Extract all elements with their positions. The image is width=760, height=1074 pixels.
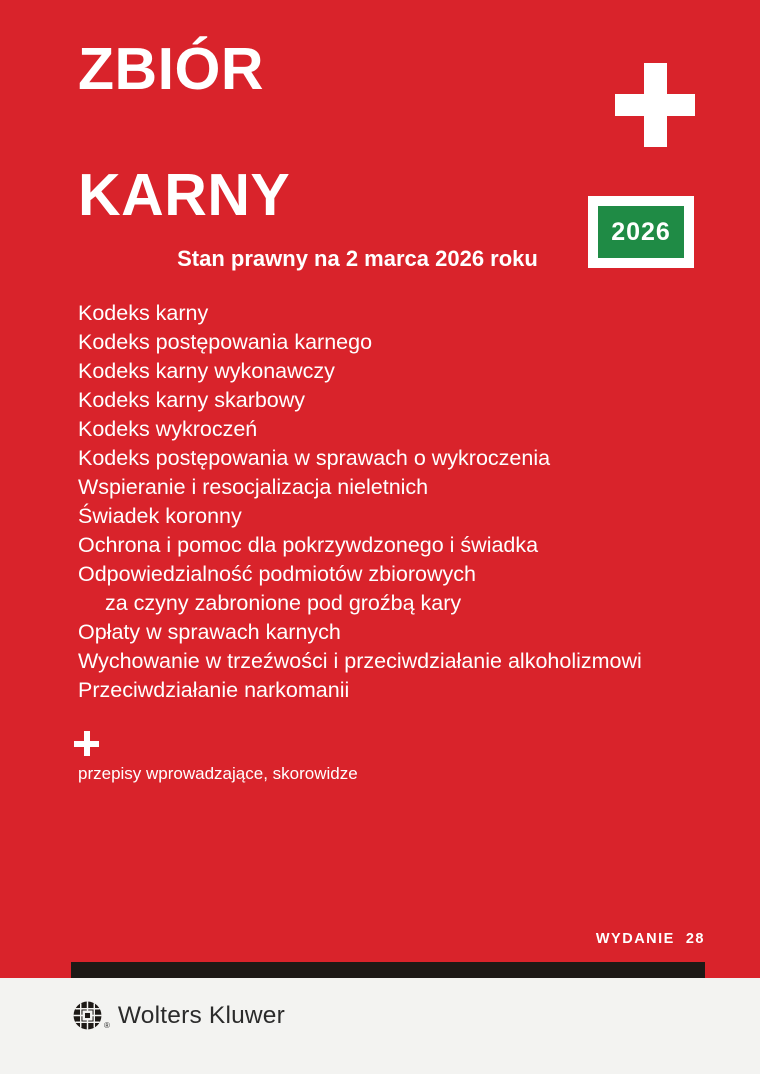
cover-title-line2: KARNY [78,162,291,228]
addendum-note: przepisy wprowadzające, skorowidze [78,764,358,783]
contents-item: Wychowanie w trzeźwości i przeciwdziałanie alkoholizmowi [78,649,642,673]
plus-small-icon [74,731,99,756]
contents-item: Przeciwdziałanie narkomanii [78,678,350,702]
contents-item: Kodeks karny wykonawczy [78,359,335,383]
cover-title [78,38,290,227]
contents-list [78,299,718,705]
year-badge-label: 2026 [598,206,684,258]
contents-item: Świadek koronny [78,504,242,528]
wolters-kluwer-globe-icon [72,1000,103,1031]
contents-item-continuation: za czyny zabronione pod groźbą kary [105,591,462,615]
contents-item: Wspieranie i resocjalizacja nieletnich [78,475,429,499]
plus-icon [615,63,695,147]
publisher-footer [0,978,760,1074]
plus-small-icon-vertical-bar [84,731,90,756]
contents-item: Opłaty w sprawach karnych [78,620,341,644]
contents-item: Kodeks postępowania w sprawach o wykroczenia [78,446,551,470]
legal-status-line: Stan prawny na 2 marca 2026 roku [177,246,538,271]
contents-item: Kodeks karny skarbowy [78,388,306,412]
edition-info [596,931,705,947]
decorative-bar [71,962,705,978]
publisher-name: Wolters Kluwer [117,1002,285,1029]
registered-trademark-mark: ® [104,1021,110,1030]
contents-item: Odpowiedzialność podmiotów zbiorowych [78,562,476,586]
contents-item: Ochrona i pomoc dla pokrzywdzonego i świadka [78,533,539,557]
edition-label: WYDANIE [595,931,675,947]
cover-title-line1: ZBIÓR [78,36,265,102]
publisher-logo [72,1000,285,1031]
contents-item: Kodeks postępowania karnego [78,330,373,354]
contents-item: Kodeks wykroczeń [78,417,258,441]
plus-icon-vertical-bar [644,63,667,147]
edition-number: 28 [685,931,705,947]
contents-item: Kodeks karny [78,301,209,325]
